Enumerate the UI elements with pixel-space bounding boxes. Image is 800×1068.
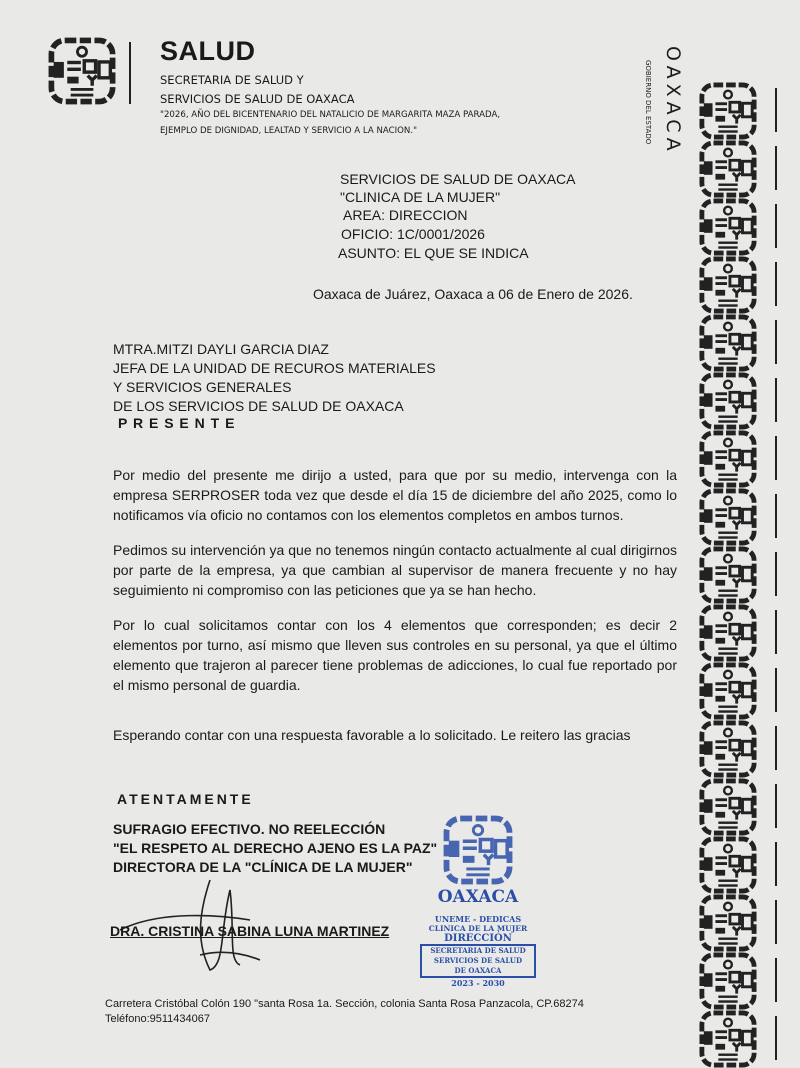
official-stamp xyxy=(418,815,538,988)
side-emblem-icon xyxy=(697,546,759,604)
side-emblem-icon xyxy=(697,720,759,778)
addressee-title2: Y SERVICIOS GENERALES xyxy=(113,379,292,395)
stamp-line6: DE OAXACA xyxy=(454,966,502,975)
ref-asunto: ASUNTO: EL QUE SE INDICA xyxy=(338,245,529,261)
stamp-emblem-icon xyxy=(443,815,513,885)
side-divider xyxy=(775,146,777,190)
side-divider xyxy=(775,726,777,770)
ref-oficio: OFICIO: 1C/0001/2026 xyxy=(341,226,485,242)
side-divider xyxy=(775,88,777,132)
footer-address: Carretera Cristóbal Colón 190 "santa Rosa 1a. Sección, colonia Santa Rosa Panzacola, CP.68274 xyxy=(105,998,584,1010)
ref-org: SERVICIOS DE SALUD DE OAXACA xyxy=(340,171,576,187)
side-emblem-icon xyxy=(697,952,759,1010)
side-emblem-icon xyxy=(697,198,759,256)
side-divider xyxy=(775,1016,777,1060)
side-divider xyxy=(775,958,777,1002)
stamp-line3: DIRECCIÓN xyxy=(444,933,512,944)
addressee-title1: JEFA DE LA UNIDAD DE RECUROS MATERIALES xyxy=(113,360,436,376)
side-emblem-icon xyxy=(697,372,759,430)
header-title: SALUD xyxy=(160,36,256,66)
ref-area: AREA: DIRECCION xyxy=(343,207,468,223)
side-title: OAXACA xyxy=(662,46,684,156)
header-line2: SERVICIOS DE SALUD DE OAXACA xyxy=(160,92,355,106)
closing-atentamente: ATENTAMENTE xyxy=(117,791,254,807)
side-divider xyxy=(775,204,777,248)
side-emblem-icon xyxy=(697,314,759,372)
header-line1: SECRETARIA DE SALUD Y xyxy=(160,73,304,87)
side-divider xyxy=(775,436,777,480)
side-emblem-icon xyxy=(697,1010,759,1068)
side-emblem-icon xyxy=(697,604,759,662)
side-emblem-icon xyxy=(697,894,759,952)
presente: P R E S E N T E xyxy=(118,415,236,431)
side-divider xyxy=(775,842,777,886)
side-emblem-icon xyxy=(697,662,759,720)
side-emblem-icon xyxy=(697,82,759,140)
side-emblem-icon xyxy=(697,140,759,198)
side-divider xyxy=(775,900,777,944)
stamp-line4: SECRETARIA DE SALUD xyxy=(430,946,526,955)
side-divider xyxy=(775,378,777,422)
side-divider xyxy=(775,262,777,306)
side-emblem-icon xyxy=(697,256,759,314)
side-divider xyxy=(775,784,777,828)
side-emblem-icon xyxy=(697,836,759,894)
body-paragraph-4: Esperando contar con una respuesta favorable a lo solicitado. Le reitero las gracias xyxy=(113,727,631,743)
addressee-name: MTRA.MITZI DAYLI GARCIA DIAZ xyxy=(113,341,329,357)
header-motto2: EJEMPLO DE DIGNIDAD, LEALTAD Y SERVICIO A LA NACION." xyxy=(160,126,418,136)
side-divider xyxy=(775,668,777,712)
side-emblem-icon xyxy=(697,778,759,836)
stamp-title: OAXACA xyxy=(437,887,519,907)
body-paragraph-3: Por lo cual solicitamos contar con los 4 elementos que corresponden; es decir 2 elementos por turno, así mismo que lleven sus controles en su personal, ya que el último elemento que trajeron al parecer tiene problemas de adicciones, lo cual fue reportado por el mismo personal de guardia. xyxy=(113,617,677,693)
side-emblem-icon xyxy=(697,488,759,546)
closing-line2: "EL RESPETO AL DERECHO AJENO ES LA PAZ" xyxy=(113,840,438,856)
ref-clinic: "CLINICA DE LA MUJER" xyxy=(340,189,501,205)
signer-name: DRA. CRISTINA SABINA LUNA MARTINEZ xyxy=(110,923,390,939)
side-emblem-icon xyxy=(697,430,759,488)
side-subtitle: GOBIERNO DEL ESTADO xyxy=(644,60,652,145)
header-divider xyxy=(129,42,131,104)
side-divider xyxy=(775,320,777,364)
body-paragraph-2: Pedimos su intervención ya que no tenemos ningún contacto actualmente al cual dirigirnos por parte de la empresa, ya que cambian al supervisor de manera frecuente y no hay seguimiento ni compromiso con las peticiones que ya se han hecho. xyxy=(113,542,677,598)
addressee-title3: DE LOS SERVICIOS DE SALUD DE OAXACA xyxy=(113,398,404,414)
date-line: Oaxaca de Juárez, Oaxaca a 06 de Enero de 2026. xyxy=(313,286,633,302)
salud-logo xyxy=(47,37,117,105)
closing-line3: DIRECTORA DE LA "CLÍNICA DE LA MUJER" xyxy=(113,859,413,875)
footer-phone: Teléfono:9511434067 xyxy=(105,1013,211,1025)
stamp-line1: UNEME - DEDICAS xyxy=(434,914,522,924)
header-motto1: "2026, AÑO DEL BICENTENARIO DEL NATALICIO DE MARGARITA MAZA PARADA, xyxy=(160,110,501,120)
stamp-years: 2023 - 2030 xyxy=(451,978,505,988)
stamp-line5: SERVICIOS DE SALUD xyxy=(433,956,523,965)
side-divider xyxy=(775,494,777,538)
body-paragraph-1: Por medio del presente me dirijo a usted, para que por su medio, intervenga con la empresa SERPROSER toda vez que desde el día 15 de diciembre del año 2025, como lo notificamos vía oficio no contamos con los elementos completos en ambos turnos. xyxy=(113,467,677,523)
closing-line1: SUFRAGIO EFECTIVO. NO REELECCIÓN xyxy=(113,821,386,837)
side-divider xyxy=(775,552,777,596)
stamp-line2: CLINICA DE LA MUJER xyxy=(428,924,528,933)
side-divider xyxy=(775,610,777,654)
